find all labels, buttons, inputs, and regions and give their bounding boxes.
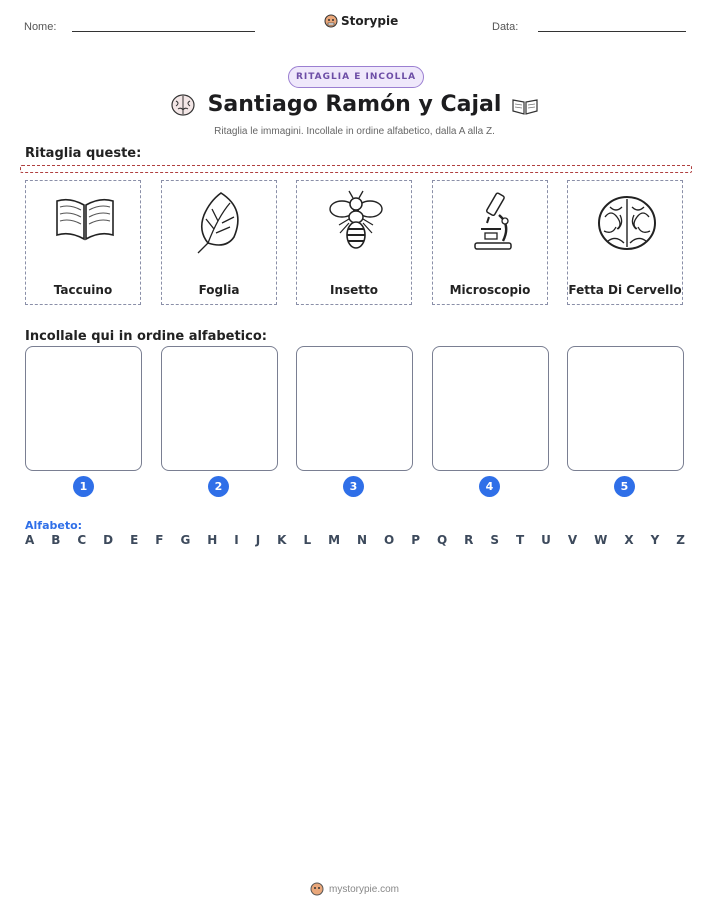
- alphabet-letter: S: [490, 533, 499, 547]
- date-label: Data:: [492, 21, 519, 33]
- brand-name: Storypie: [341, 14, 399, 28]
- slot-number-badge: 2: [208, 476, 229, 497]
- alphabet-letter: I: [234, 533, 239, 547]
- storypie-mascot-icon: [310, 882, 324, 896]
- alphabet-letter: D: [103, 533, 114, 547]
- slot-number-badge: 5: [614, 476, 635, 497]
- bee-icon: [325, 187, 387, 257]
- alphabet-letter: J: [255, 533, 261, 547]
- cut-card-insetto[interactable]: [296, 180, 412, 305]
- brand-logo: [324, 14, 398, 28]
- card-label: Microscopio: [449, 283, 531, 297]
- alphabet-letter: Y: [650, 533, 660, 547]
- book-icon: [511, 96, 539, 120]
- paste-slot-1[interactable]: [25, 346, 142, 471]
- card-label: Foglia: [198, 283, 240, 297]
- activity-badge: RITAGLIA E INCOLLA: [288, 66, 424, 88]
- alphabet-letter: L: [303, 533, 312, 547]
- alphabet-letter: R: [464, 533, 474, 547]
- alphabet-letter: V: [567, 533, 578, 547]
- alphabet-letter: G: [180, 533, 191, 547]
- paste-slot-3[interactable]: [296, 346, 413, 471]
- alphabet-letter: A: [25, 533, 35, 547]
- alphabet-letter: U: [541, 533, 551, 547]
- footer-url[interactable]: mystorypie.com: [328, 883, 399, 895]
- alphabet-letter: E: [130, 533, 139, 547]
- storypie-mascot-icon: [324, 14, 338, 28]
- alphabet-letter: Z: [676, 533, 685, 547]
- paste-slot-4[interactable]: [432, 346, 549, 471]
- alphabet-letter: T: [515, 533, 525, 547]
- cut-card-foglia[interactable]: [161, 180, 277, 305]
- alphabet-letter: W: [594, 533, 608, 547]
- page-title: Santiago Ramón y Cajal: [207, 92, 502, 117]
- alphabet-letter: K: [277, 533, 287, 547]
- footer: [0, 882, 709, 896]
- cut-line: [20, 165, 692, 173]
- cut-card-fetta-di-cervello[interactable]: [567, 180, 683, 305]
- cut-card-taccuino[interactable]: [25, 180, 141, 305]
- alphabet-letter: C: [77, 533, 87, 547]
- slot-number-badge: 1: [73, 476, 94, 497]
- alphabet-title: Alfabeto:: [25, 519, 83, 532]
- alphabet-letter: B: [51, 533, 61, 547]
- instructions: Ritaglia le immagini. Incollale in ordine alfabetico, dalla A alla Z.: [214, 126, 495, 137]
- alphabet-row: [25, 533, 685, 547]
- paste-slot-5[interactable]: [567, 346, 684, 471]
- microscope-icon: [461, 187, 523, 257]
- date-field[interactable]: [538, 31, 686, 32]
- alphabet-letter: X: [624, 533, 634, 547]
- card-label: Insetto: [329, 283, 378, 297]
- slot-number-badge: 4: [479, 476, 500, 497]
- alphabet-letter: F: [155, 533, 164, 547]
- paste-section-title: Incollale qui in ordine alfabetico:: [25, 329, 267, 344]
- name-field[interactable]: [72, 31, 255, 32]
- leaf-icon: [190, 187, 252, 257]
- card-label: Taccuino: [53, 283, 113, 297]
- brain-slice-icon: [596, 187, 658, 257]
- slot-number-badge: 3: [343, 476, 364, 497]
- alphabet-letter: P: [411, 533, 420, 547]
- alphabet-letter: H: [207, 533, 218, 547]
- alphabet-letter: Q: [436, 533, 448, 547]
- cut-section-title: Ritaglia queste:: [25, 146, 142, 161]
- alphabet-letter: M: [328, 533, 341, 547]
- name-label: Nome:: [24, 21, 57, 33]
- alphabet-letter: N: [357, 533, 368, 547]
- card-label: Fetta Di Cervello: [568, 283, 682, 297]
- alphabet-letter: O: [384, 533, 395, 547]
- paste-slot-2[interactable]: [161, 346, 278, 471]
- cut-card-microscopio[interactable]: [432, 180, 548, 305]
- open-book-icon: [54, 187, 116, 247]
